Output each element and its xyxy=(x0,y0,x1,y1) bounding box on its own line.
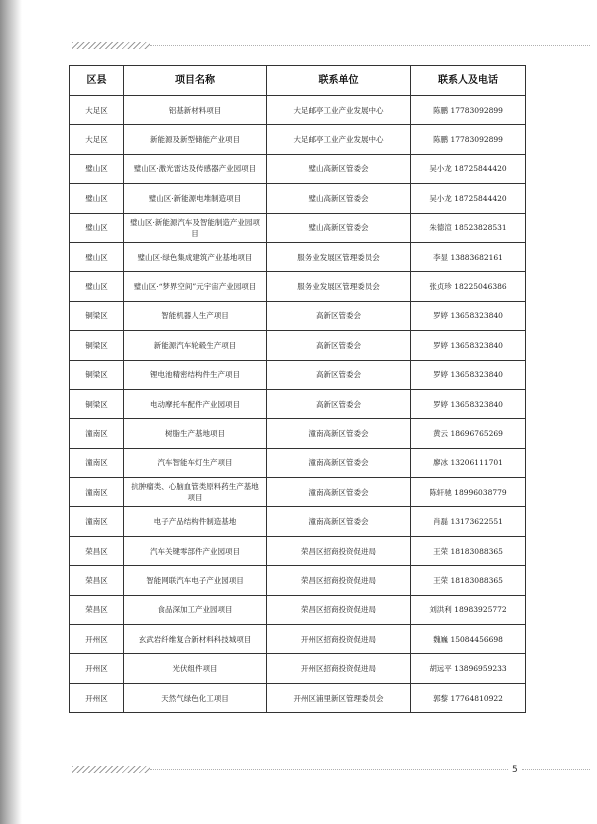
cell-district: 开州区 xyxy=(70,654,124,683)
table-row xyxy=(70,272,526,301)
header-decoration xyxy=(72,42,150,49)
cell-contact-person: 吴小龙 18725844420 xyxy=(411,154,526,183)
cell-contact-person: 吴小龙 18725844420 xyxy=(411,184,526,213)
cell-contact-person: 王荣 18183088365 xyxy=(411,566,526,595)
table-body xyxy=(70,96,526,713)
page-number: 5 xyxy=(512,765,518,775)
table-row xyxy=(70,595,526,624)
cell-district: 潼南区 xyxy=(70,478,124,507)
cell-project-name: 锂电池精密结构件生产项目 xyxy=(124,360,267,389)
footer-rule-right xyxy=(522,769,590,770)
cell-district: 大足区 xyxy=(70,125,124,154)
header-contact-unit: 联系单位 xyxy=(267,66,411,96)
header-contact-person: 联系人及电话 xyxy=(411,66,526,96)
contact-table xyxy=(69,65,526,713)
cell-project-name: 璧山区·新能源汽车及智能制造产业园项目 xyxy=(124,213,267,242)
cell-contact-unit: 荣昌区招商投资促进局 xyxy=(267,566,411,595)
cell-contact-person: 郭黎 17764810922 xyxy=(411,683,526,712)
cell-district: 铜梁区 xyxy=(70,389,124,418)
cell-district: 璧山区 xyxy=(70,154,124,183)
cell-project-name: 玄武岩纤维复合新材料科技城项目 xyxy=(124,625,267,654)
cell-contact-person: 李显 13883682161 xyxy=(411,242,526,271)
cell-project-name: 璧山区·激光雷达及传感器产业园项目 xyxy=(124,154,267,183)
cell-contact-person: 罗婷 13658323840 xyxy=(411,331,526,360)
footer-rule xyxy=(150,769,508,770)
cell-contact-unit: 高新区管委会 xyxy=(267,360,411,389)
cell-project-name: 智能机器人生产项目 xyxy=(124,301,267,330)
table-row xyxy=(70,301,526,330)
cell-contact-unit: 高新区管委会 xyxy=(267,301,411,330)
cell-project-name: 新能源及新型储能产业项目 xyxy=(124,125,267,154)
cell-district: 铜梁区 xyxy=(70,331,124,360)
cell-contact-unit: 高新区管委会 xyxy=(267,331,411,360)
cell-project-name: 电动摩托车配件产业园项目 xyxy=(124,389,267,418)
header-rule xyxy=(150,45,590,46)
cell-contact-unit: 开州区招商投资促进局 xyxy=(267,654,411,683)
cell-contact-person: 罗婷 13658323840 xyxy=(411,389,526,418)
cell-contact-person: 罗婷 13658323840 xyxy=(411,360,526,389)
cell-project-name: 汽车关键零部件产业园项目 xyxy=(124,536,267,565)
cell-contact-person: 廖冰 13206111701 xyxy=(411,448,526,477)
footer-decoration xyxy=(72,766,150,773)
cell-project-name: 新能源汽车轮毂生产项目 xyxy=(124,331,267,360)
cell-project-name: 光伏组件项目 xyxy=(124,654,267,683)
cell-contact-person: 陈鹏 17783092899 xyxy=(411,96,526,125)
cell-district: 潼南区 xyxy=(70,507,124,536)
cell-district: 潼南区 xyxy=(70,419,124,448)
cell-contact-person: 朱德渲 18523828531 xyxy=(411,213,526,242)
cell-district: 荣昌区 xyxy=(70,566,124,595)
cell-contact-unit: 璧山高新区管委会 xyxy=(267,184,411,213)
cell-project-name: 璧山区·新能源电堆制造项目 xyxy=(124,184,267,213)
cell-contact-unit: 荣昌区招商投资促进局 xyxy=(267,536,411,565)
cell-project-name: 璧山区·绿色集成建筑产业基地项目 xyxy=(124,242,267,271)
table-row xyxy=(70,683,526,712)
header-district: 区县 xyxy=(70,66,124,96)
cell-contact-unit: 璧山高新区管委会 xyxy=(267,213,411,242)
table-row xyxy=(70,419,526,448)
cell-district: 开州区 xyxy=(70,683,124,712)
cell-project-name: 铝基新材料项目 xyxy=(124,96,267,125)
cell-district: 大足区 xyxy=(70,96,124,125)
cell-contact-unit: 大足邮亭工业产业发展中心 xyxy=(267,125,411,154)
cell-project-name: 树脂生产基地项目 xyxy=(124,419,267,448)
table-row xyxy=(70,184,526,213)
table-row xyxy=(70,360,526,389)
cell-project-name: 智能网联汽车电子产业园项目 xyxy=(124,566,267,595)
table-row xyxy=(70,448,526,477)
cell-contact-unit: 荣昌区招商投资促进局 xyxy=(267,595,411,624)
cell-contact-unit: 潼南高新区管委会 xyxy=(267,448,411,477)
cell-contact-person: 肖磊 13173622551 xyxy=(411,507,526,536)
cell-contact-unit: 服务业发展区管理委员会 xyxy=(267,272,411,301)
cell-district: 开州区 xyxy=(70,625,124,654)
header-project-name: 项目名称 xyxy=(124,66,267,96)
cell-district: 潼南区 xyxy=(70,448,124,477)
cell-contact-unit: 潼南高新区管委会 xyxy=(267,478,411,507)
cell-contact-unit: 开州区浦里新区管理委员会 xyxy=(267,683,411,712)
cell-district: 璧山区 xyxy=(70,213,124,242)
cell-contact-unit: 大足邮亭工业产业发展中心 xyxy=(267,96,411,125)
cell-contact-person: 罗婷 13658323840 xyxy=(411,301,526,330)
cell-district: 荣昌区 xyxy=(70,595,124,624)
cell-contact-person: 黄云 18696765269 xyxy=(411,419,526,448)
cell-contact-unit: 高新区管委会 xyxy=(267,389,411,418)
cell-contact-unit: 璧山高新区管委会 xyxy=(267,154,411,183)
cell-district: 璧山区 xyxy=(70,184,124,213)
table-row xyxy=(70,478,526,507)
cell-contact-person: 魏巍 15084456698 xyxy=(411,625,526,654)
table-row xyxy=(70,536,526,565)
cell-contact-unit: 服务业发展区管理委员会 xyxy=(267,242,411,271)
cell-contact-unit: 潼南高新区管委会 xyxy=(267,419,411,448)
table-row xyxy=(70,654,526,683)
cell-contact-unit: 潼南高新区管委会 xyxy=(267,507,411,536)
cell-project-name: 食品深加工产业园项目 xyxy=(124,595,267,624)
table-row xyxy=(70,507,526,536)
table-header-row xyxy=(70,66,526,96)
cell-district: 铜梁区 xyxy=(70,301,124,330)
cell-contact-person: 张贞珍 18225046386 xyxy=(411,272,526,301)
table-row xyxy=(70,625,526,654)
table-row xyxy=(70,96,526,125)
table-row xyxy=(70,213,526,242)
table-row xyxy=(70,389,526,418)
table-row xyxy=(70,154,526,183)
cell-project-name: 璧山区·“梦界空间”元宇宙产业园项目 xyxy=(124,272,267,301)
cell-contact-person: 陈轩驰 18996038779 xyxy=(411,478,526,507)
cell-contact-person: 胡远平 13896959233 xyxy=(411,654,526,683)
table-row xyxy=(70,242,526,271)
table-row xyxy=(70,566,526,595)
cell-project-name: 天然气绿色化工项目 xyxy=(124,683,267,712)
cell-district: 荣昌区 xyxy=(70,536,124,565)
table-row xyxy=(70,125,526,154)
cell-contact-person: 陈鹏 17783092899 xyxy=(411,125,526,154)
page-edge-shadow xyxy=(0,0,22,824)
cell-project-name: 电子产品结构件制造基地 xyxy=(124,507,267,536)
table-row xyxy=(70,331,526,360)
cell-contact-person: 王荣 18183088365 xyxy=(411,536,526,565)
cell-contact-unit: 开州区招商投资促进局 xyxy=(267,625,411,654)
cell-district: 璧山区 xyxy=(70,272,124,301)
cell-contact-person: 刘洪利 18983925772 xyxy=(411,595,526,624)
cell-district: 铜梁区 xyxy=(70,360,124,389)
cell-district: 璧山区 xyxy=(70,242,124,271)
cell-project-name: 汽车智能车灯生产项目 xyxy=(124,448,267,477)
cell-project-name: 抗肿瘤类、心脑血管类原料药生产基地项目 xyxy=(124,478,267,507)
